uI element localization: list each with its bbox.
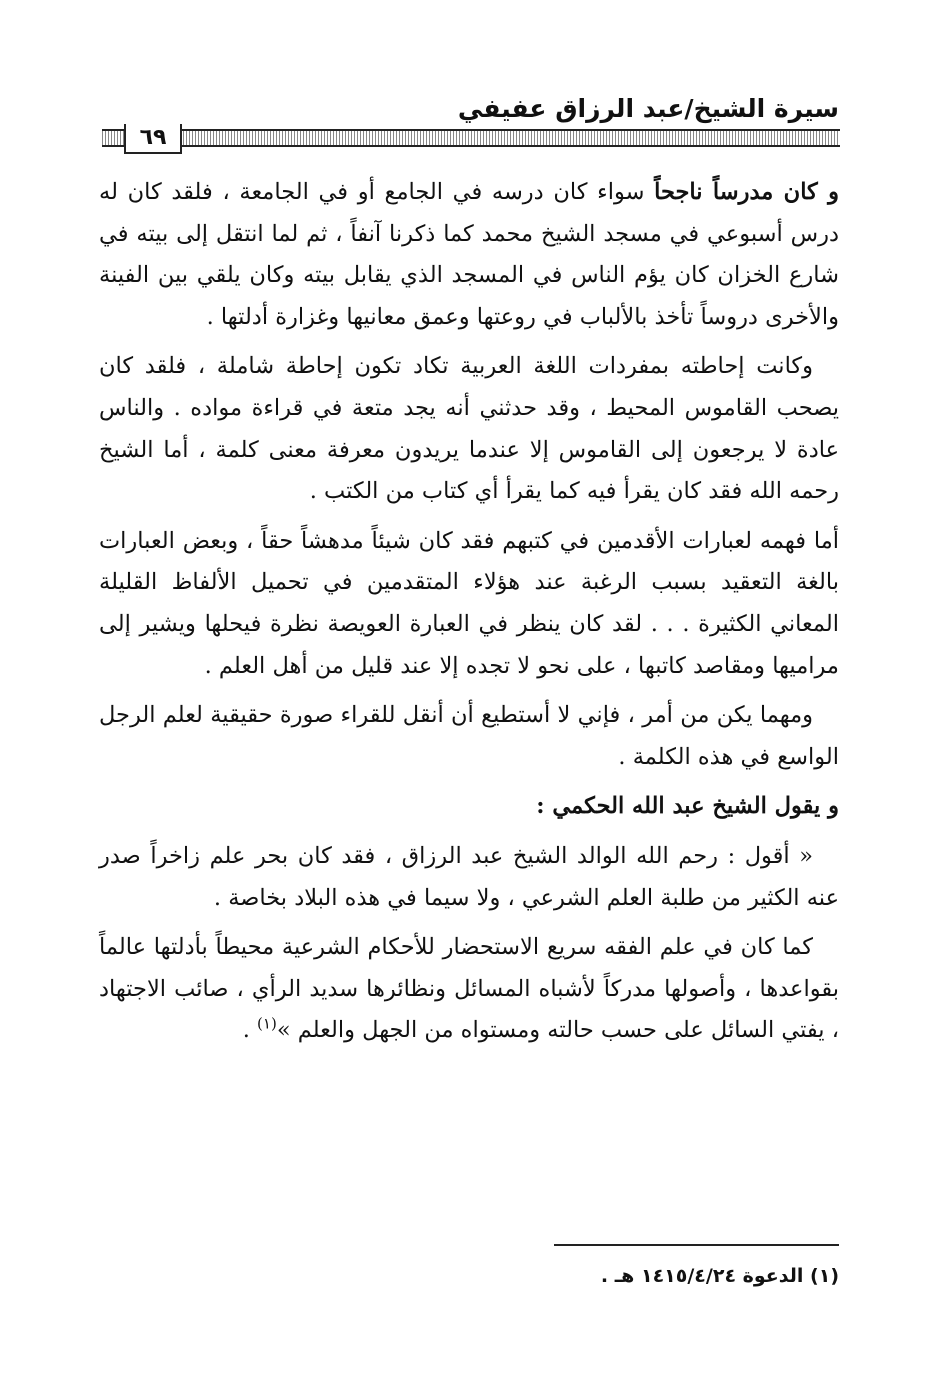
quote-paragraph-1: « أقول : رحم الله الوالد الشيخ عبد الرزاق ، فقد كان بحر علم زاخراً صدر عنه الكثير من طلبة العلم الشرعي ، ولا سيما في هذه البلاد بخاصة .: [99, 842, 839, 911]
footnote-reference: (١): [257, 1014, 277, 1033]
footnote: (١) الدعوة ١٤١٥/٤/٢٤ هـ .: [600, 1265, 839, 1287]
quote-paragraph-2-end: .: [242, 1017, 258, 1044]
paragraph-2: وكانت إحاطته بمفردات اللغة العربية تكاد تكون إحاطة شاملة ، فلقد كان يصحب القاموس المحيط ، وقد حدثني أنه يجد متعة في قراءة مواده . والناس عادة لا يرجعون إلى القاموس إلا عندما يريدون معرفة معنى كلمة ، أما الشيخ رحمه الله فقد كان يقرأ فيه كما يقرأ أي كتاب من الكتب .: [99, 353, 839, 505]
quote-paragraph-2-text: كما كان في علم الفقه سريع الاستحضار للأحكام الشرعية محيطاً بأدلتها عالماً بقواعدها ، وأصولها مدركاً لأشباه المسائل ونظائرها سديد الرأي ، صائب الاجتهاد ، يفتي السائل على حسب حالته ومستواه من الجهل والعلم »: [99, 934, 839, 1044]
quote-paragraph-2: [99, 927, 839, 1052]
paragraph-3: أما فهمه لعبارات الأقدمين في كتبهم فقد كان شيئاً مدهشاً حقاً ، وبعض العبارات بالغة التعقيد بسبب الرغبة عند هؤلاء المتقدمين في تحميل الألفاظ القليلة المعاني الكثيرة . . . لقد كان ينظر في العبارة العويصة نظرة فيحلها ويشير إلى مراميها ومقاصد كاتبها ، على نحو لا تجده إلا عند قليل من أهل العلم .: [99, 527, 839, 679]
paragraph-1: [99, 172, 839, 338]
paragraph-1-lead: و كان مدرساً ناجحاً: [654, 179, 839, 205]
header-rule: [102, 129, 840, 147]
paragraph-4: ومهما يكن من أمر ، فإني لا أستطيع أن أنقل للقراء صورة حقيقية لعلم الرجل الواسع في هذه الكلمة .: [99, 702, 839, 770]
footnote-rule: [554, 1244, 839, 1246]
paragraph-1-text: سواء كان درسه في الجامع أو في الجامعة ، فلقد كان له درس أسبوعي في مسجد الشيخ محمد كما ذكرنا آنفاً ، ثم لما انتقل إلى بيته في شارع الخزان كان يؤم الناس في المسجد الذي يقابل بيته وكان يلقي بين الفينة والأخرى دروساً تأخذ بالألباب في روعتها وعمق معانيها وغزارة أدلتها .: [99, 179, 839, 330]
main-text: [99, 172, 839, 1060]
page-number: ٦٩: [124, 124, 182, 154]
section-heading: و يقول الشيخ عبد الله الحكمي :: [536, 793, 839, 820]
running-header-title: سيرة الشيخ/عبد الرزاق عفيفي: [457, 94, 839, 123]
